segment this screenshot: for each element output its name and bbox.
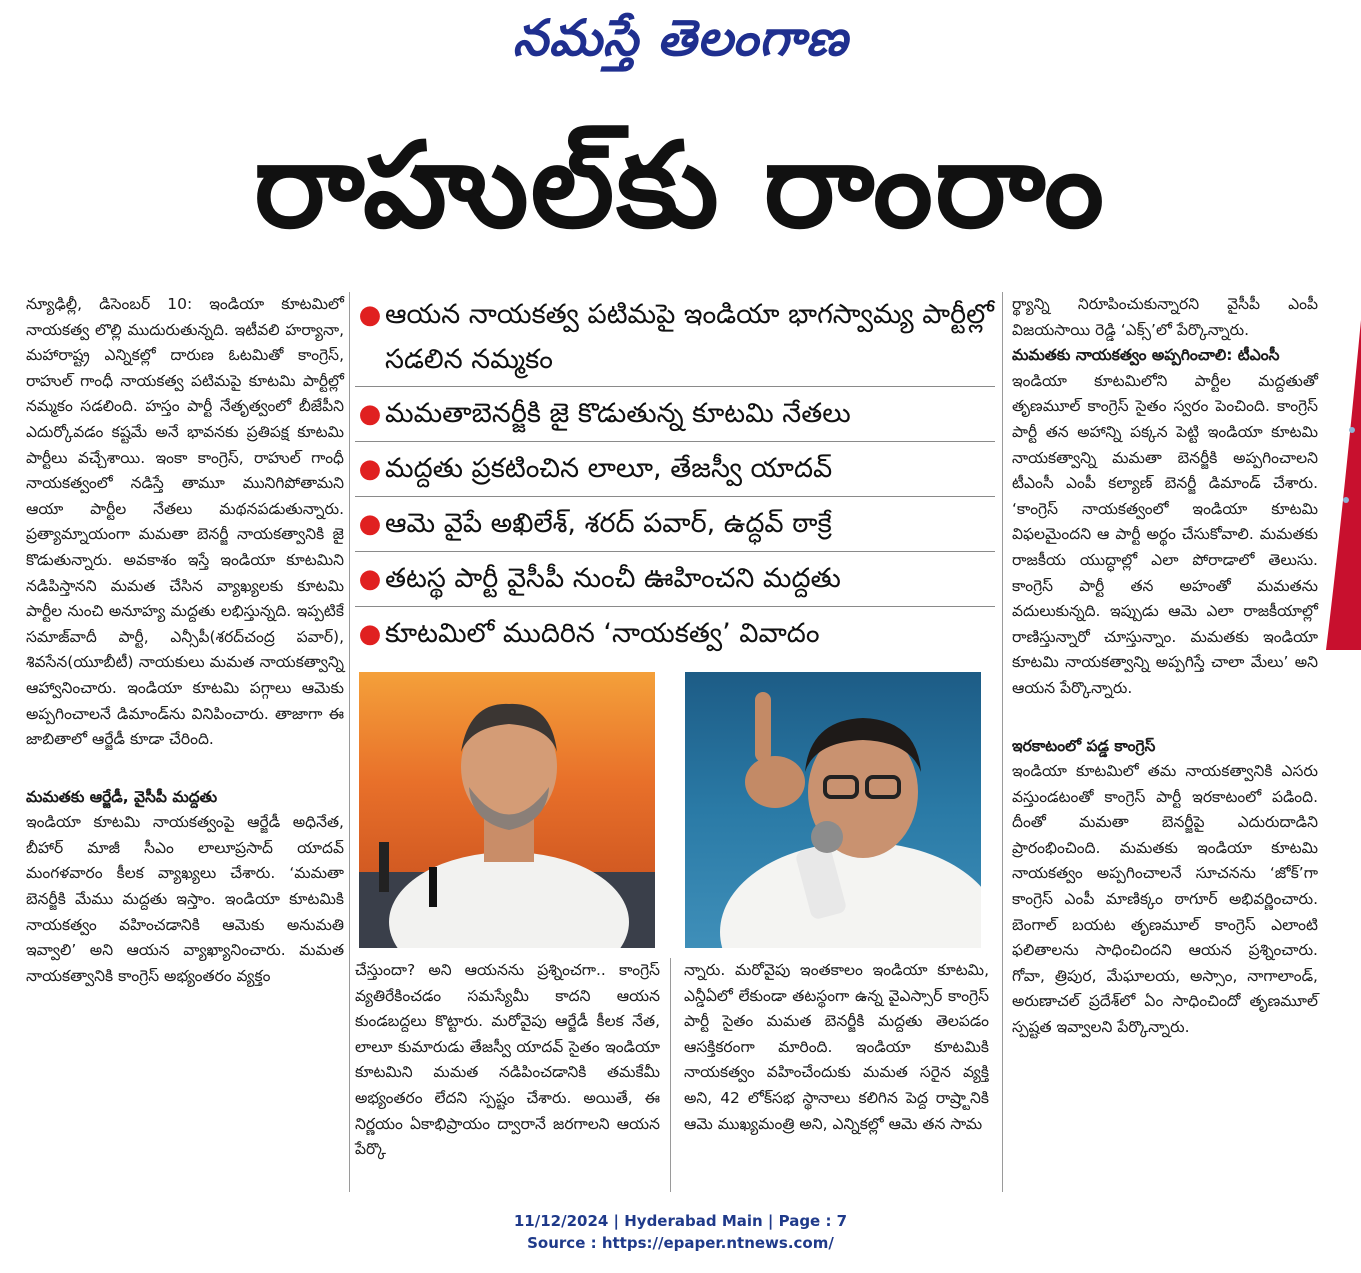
left-para-1: న్యూఢిల్లీ, డిసెంబర్ 10: ఇండియా కూటమిలో నాయకత్వ లొల్లి ముదురుతున్నది. ఇటీవలి హర్యానా, మహారాష్ట్ర ఎన్నికల్లో దారుణ ఓటమితో కాంగ్రెస్, రాహుల్ గాంధీ నాయకత్వ పటిమపై కూటమి పార్టీల్లో నమ్మకం సడలింది. హస్తం పార్టీ నేతృత్వంలో బీజేపీని ఎదుర్కోవడం కష్టమే అనే భావనకు ప్రతిపక్ష కూటమి పార్టీలు వచ్చేశాయి. ఇంకా కాంగ్రెస్, రాహుల్ గాంధీ నాయకత్వంలో నడిస్తే తామూ మునిగిపోతామని ఆయా పార్టీల నేతలు మథనపడుతున్నారు. ప్రత్యామ్నాయంగా మమతా బెనర్జీ నాయకత్వానికి జై కొడుతున్నారు. అవకాశం ఇస్తే ఇండియా కూటమిని నడిపిస్తానని మమత చేసిన వ్యాఖ్యలకు కూటమి పార్టీల నుంచి అనూహ్య మద్దతు లభిస్తున్నది. ఇప్పటికే సమాజ్‌వాదీ పార్టీ, ఎన్సీపీ(శరద్‌చంద్ర పవార్), శివసేన(యూబీటీ) నాయకులు మమత నాయకత్వాన్ని ఆహ్వానించారు. ఇండియా కూటమి పగ్గాలు ఆమెకు అప్పగించాలనే డిమాండ్‌ను వినిపించారు. తాజాగా ఈ జాబితాలో ఆర్జేడీ కూడా చేరింది. (26, 295, 344, 749)
mamata-banerjee-photo (685, 672, 981, 948)
right-column (1012, 292, 1318, 1192)
right-subhead-1: మమతకు నాయకత్వం అప్పగించాలి: టీఎంసీ (1012, 346, 1280, 365)
highlight-text: తటస్థ పార్టీ వైసీపీ నుంచీ ఊహించని మద్దతు (385, 563, 841, 594)
highlight-text: ఆమె వైపే అఖిలేశ్, శరద్ పవార్, ఉద్ధవ్ ఠాక్రే (385, 508, 832, 539)
footer-source: Source : https://epaper.ntnews.com/ (527, 1234, 834, 1252)
highlight-item (355, 442, 995, 497)
right-para-2: ఇండియా కూటమిలోని పార్టీల మద్దతుతో తృణమూల్ కాంగ్రెస్ సైతం స్వరం పెంచింది. కాంగ్రెస్ పార్టీ తన అహాన్ని పక్కన పెట్టి ఇండియా కూటమి నాయకత్వాన్ని మమతా బెనర్జీకి అప్పగించాలని టీఎంసీ ఎంపీ కల్యాణ్ బెనర్జీ డిమాండ్ చేశారు. ‘కాంగ్రెస్ నాయకత్వంలో ఇండియా కూటమి విఫలమైందని ఆ పార్టీ అర్థం చేసుకోవాలి. మమతకు రాజకీయ యుద్ధాల్లో ఎలా పోరాడాలో తెలుసు. కాంగ్రెస్ పార్టీ తన అహంతో మమతను వదులుకున్నది. ఇప్పుడు ఆమె ఎలా రాజకీయాల్లో రాణిస్తున్నారో చూస్తున్నాం. మమతకు ఇండియా కూటమి నాయకత్వాన్ని అప్పగిస్తే చాలా మేలు’ అని ఆయన పేర్కొన్నారు. (1012, 371, 1318, 697)
right-para-3: ఇండియా కూటమిలో తమ నాయకత్వానికి ఎసరు వస్తుండటంతో కాంగ్రెస్ పార్టీ ఇరకాటంలో పడింది. దీంతో మమతా బెనర్జీపై ఎదురుదాడిని ప్రారంభించింది. మమతకు ఇండియా కూటమి నాయకత్వం అప్పగించాలనే సూచనను ‘జోక్’గా కాంగ్రెస్ ఎంపీ మాణిక్కం ఠాగూర్ అభివర్ణించారు. బెంగాల్ బయట తృణమూల్ కాంగ్రెస్ ఎలాంటి ఫలితాలను సాధించిందని ఆయన ప్రశ్నించారు. గోవా, త్రిపుర, మేఘాలయ, అస్సాం, నాగాలాండ్, అరుణాచల్ ప్రదేశ్‌లో ఏం సాధించిందో తృణమూల్ స్పష్టత ఇవ్వాలని పేర్కొన్నారు. (1012, 762, 1318, 1037)
right-para-1: ర్థ్యాన్ని నిరూపించుకున్నారని వైసీపీ ఎంపీ విజయసాయి రెడ్డి ‘ఎక్స్’లో పేర్కొన్నారు. (1012, 295, 1318, 339)
highlight-item (355, 497, 995, 552)
left-subhead: మమతకు ఆర్జేడీ, వైసీపీ మద్దతు (26, 787, 218, 806)
middle-text-b: న్నారు. మరోవైపు ఇంతకాలం ఇండియా కూటమి, ఎన్డీఏలో లేకుండా తటస్థంగా ఉన్న వైఎస్సార్ కాంగ్రెస్ పార్టీ సైతం మమత బెనర్జీకి మద్దతు తెలపడం ఆసక్తికరంగా మారింది. ఇండియా కూటమికి నాయకత్వం వహించేందుకు మమత సరైన వ్యక్తి అని, 42 లోక్‌సభ స్థానాలు కలిగిన పెద్ద రాష్ర్టానికి ఆమె ముఖ్యమంత్రి అని, ఎన్నికల్లో ఆమె తన సామ (684, 961, 989, 1133)
footer-edition-info: 11/12/2024 | Hyderabad Main | Page : 7 (513, 1212, 848, 1230)
portrait-illustration (685, 672, 981, 948)
highlight-text: మమతాబెనర్జీకి జై కొడుతున్న కూటమి నేతలు (385, 398, 851, 429)
right-subhead-2: ఇరకాటంలో పడ్డ కాంగ్రెస్ (1012, 736, 1156, 755)
bullet-dot-icon: ● (358, 454, 382, 484)
highlight-text: కూటమిలో ముదిరిన ‘నాయకత్వ’ వివాదం (385, 618, 820, 649)
masthead-title: నమస్తే తెలంగాణ (512, 8, 849, 67)
middle-text-a: చేస్తుందా? అని ఆయనను ప్రశ్నించగా.. కాంగ్రెస్ వ్యతిరేకించడం సమస్యేమీ కాదని ఆయన కుండబద్దలు కొట్టారు. మరోవైపు ఆర్జేడీ కీలక నేత, లాలూ కుమారుడు తేజస్వీ యాదవ్ సైతం ఇండియా కూటమిని మమత నడిపించడానికి తమకేమీ అభ్యంతరం లేదని స్పష్టం చేశారు. అయితే, ఈ నిర్ణయం ఏకాభిప్రాయం ద్వారానే జరగాలని ఆయన పేర్కొ (355, 961, 660, 1159)
rahul-gandhi-photo (359, 672, 655, 948)
highlight-text: ఆయన నాయకత్వ పటిమపై ఇండియా భాగస్వామ్య పార్టీల్లో సడలిన నమ్మకం (385, 299, 994, 375)
highlight-item (355, 387, 995, 442)
column-divider-left (349, 292, 350, 1192)
portrait-illustration (359, 672, 655, 948)
decorative-red-edge (1322, 320, 1361, 650)
bullet-dot-icon: ● (358, 619, 382, 649)
bullet-dot-icon: ● (358, 564, 382, 594)
highlight-item (355, 552, 995, 607)
column-divider-right (1002, 292, 1003, 1192)
bullet-dot-icon: ● (358, 399, 382, 429)
column-divider-middle (670, 958, 671, 1192)
highlight-item (355, 288, 995, 387)
highlights-list (355, 288, 995, 661)
newspaper-masthead (0, 8, 1361, 78)
left-column (26, 292, 344, 1192)
bullet-dot-icon: ● (358, 509, 382, 539)
headline-text: రాహుల్‌కు రాంరాం (254, 116, 1106, 254)
highlight-text: మద్దతు ప్రకటించిన లాలూ, తేజస్వీ యాదవ్ (385, 453, 833, 484)
highlight-item (355, 607, 995, 661)
headline (20, 100, 1340, 270)
left-para-2: ఇండియా కూటమి నాయకత్వంపై ఆర్జేడీ అధినేత, బీహార్ మాజీ సీఎం లాలూప్రసాద్ యాదవ్ మంగళవారం కీలక వ్యాఖ్యలు చేశారు. ‘మమతా బెనర్జీకి మేము మద్దతు ఇస్తాం. ఇండియా కూటమికి నాయకత్వం వహించడానికి ఆమెకు అనుమతి ఇవ్వాలి’ అని ఆయన వ్యాఖ్యానించారు. మమత నాయకత్వానికి కాంగ్రెస్ అభ్యంతరం వ్యక్తం (26, 813, 344, 985)
bullet-dot-icon: ● (358, 300, 382, 330)
